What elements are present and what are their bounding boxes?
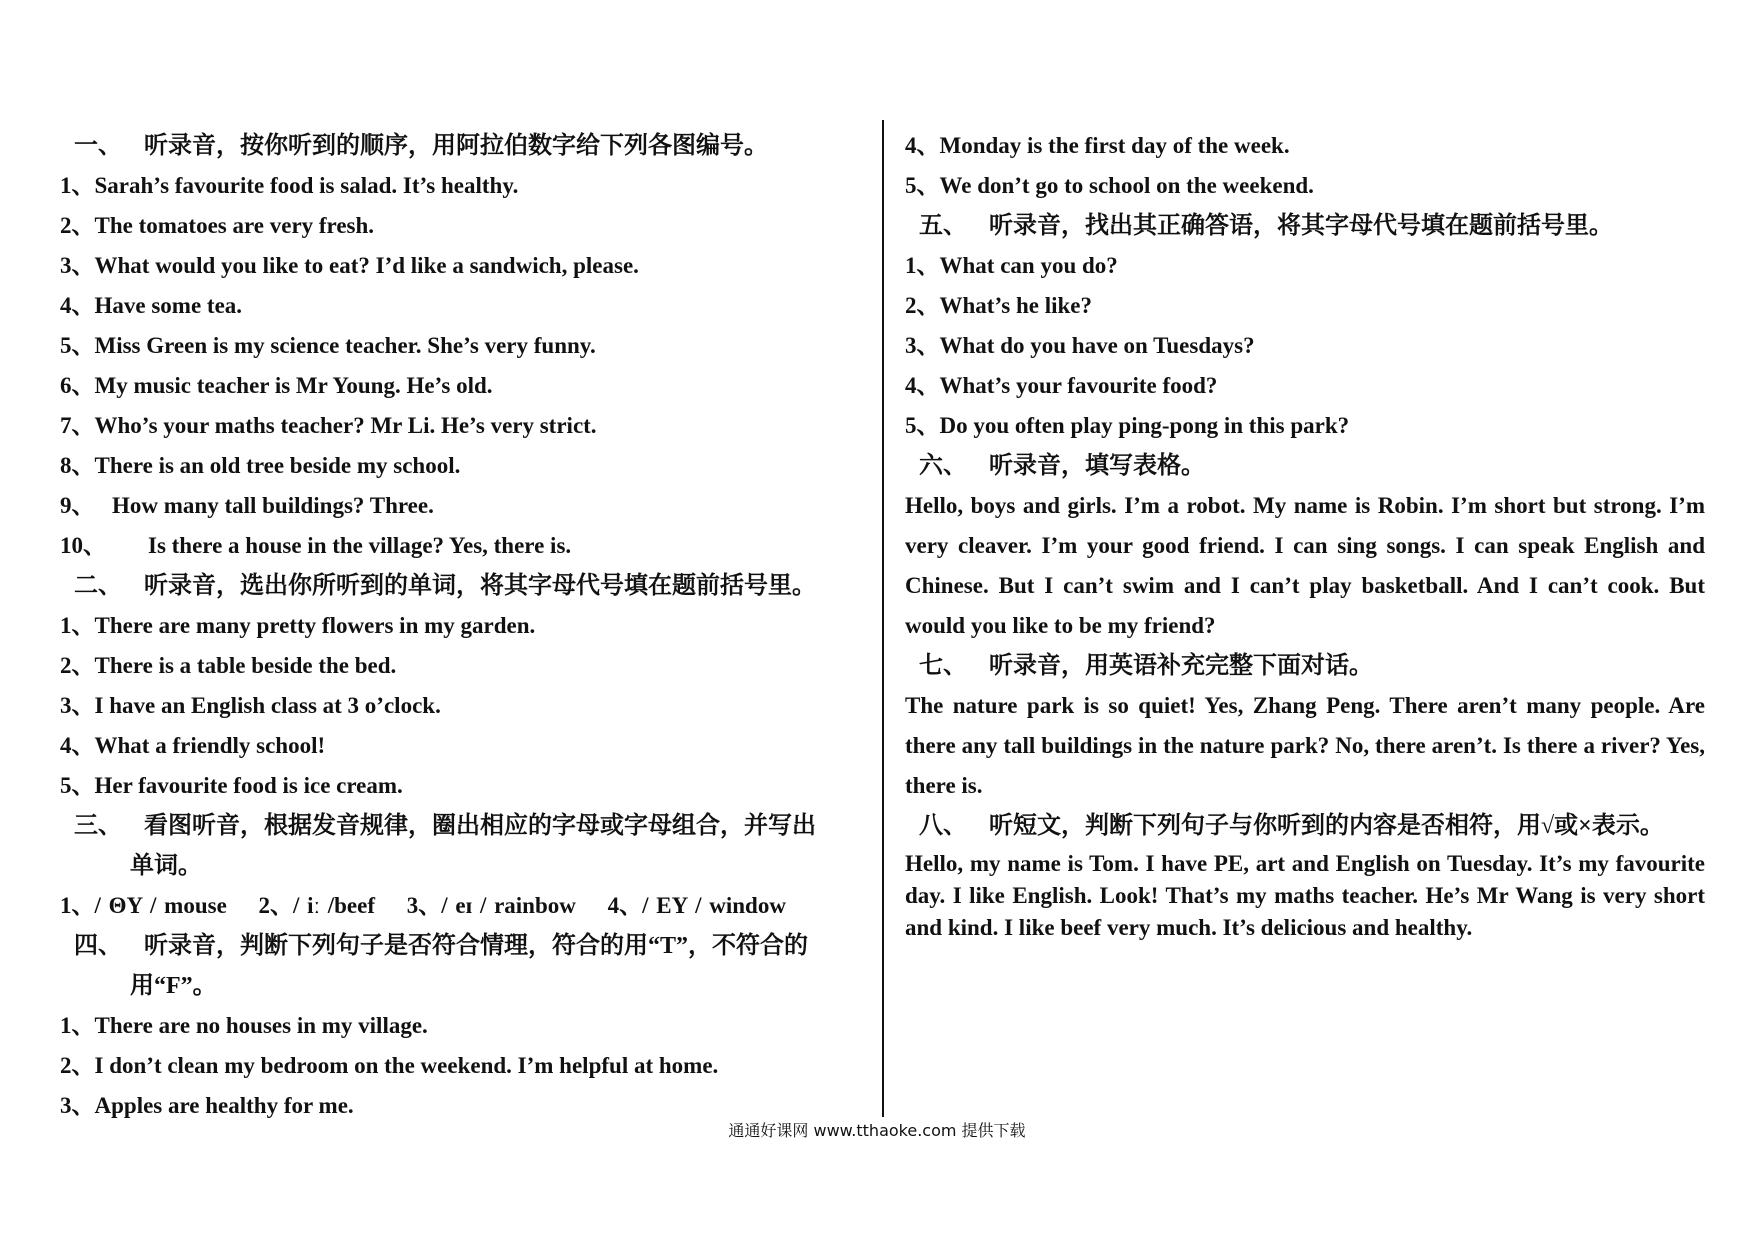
section-5-list	[905, 246, 1705, 446]
section-6-heading: 六、 听录音，填写表格。	[919, 453, 1205, 479]
list-item: 4、Have some tea.	[60, 293, 243, 318]
section-7-passage: The nature park is so quiet! Yes, Zhang Peng. There aren’t many people. Are there any tall buildings in the nature park? No, there aren’t. Is there a river? Yes, there is.	[905, 693, 1705, 798]
phonics-row	[60, 886, 860, 926]
section-2-list	[60, 606, 860, 806]
right-column	[905, 126, 1705, 944]
list-item: 5、Her favourite food is ice cream.	[60, 773, 403, 798]
footer-source: 通通好课网 www.tthaoke.com 提供下载	[728, 1121, 1026, 1140]
section-1-heading: 一、 听录音，按你听到的顺序，用阿拉伯数字给下列各图编号。	[74, 133, 768, 159]
list-item: 2、The tomatoes are very fresh.	[60, 213, 375, 238]
list-item: 5、Do you often play ping-pong in this park?	[905, 413, 1350, 438]
phonics-item: 2、/ iː /beef	[258, 893, 375, 918]
section-8-heading: 八、 听短文，判断下列句子与你听到的内容是否相符，用√或×表示。	[919, 813, 1664, 839]
section-8-passage: Hello, my name is Tom. I have PE, art and English on Tuesday. It’s my favourite day. I like English. Look! That’s my maths teacher. He’s Mr Wang is very short and kind. I like beef very much. It’s delicious and healthy.	[905, 851, 1705, 940]
section-7-heading: 七、 听录音，用英语补充完整下面对话。	[919, 653, 1373, 679]
list-item: 10、 Is there a house in the village? Yes, there is.	[60, 533, 572, 558]
list-item: 7、Who’s your maths teacher? Mr Li. He’s very strict.	[60, 413, 597, 438]
list-item: 8、There is an old tree beside my school.	[60, 453, 461, 478]
list-item: 2、What’s he like?	[905, 293, 1092, 318]
phonics-item: 3、/ eɪ / rainbow	[406, 893, 576, 918]
list-item: 3、I have an English class at 3 o’clock.	[60, 693, 441, 718]
phonics-item: 1、/ ΘY / mouse	[60, 893, 227, 918]
list-item: 2、I don’t clean my bedroom on the weekend. I’m helpful at home.	[60, 1053, 719, 1078]
list-item: 4、What a friendly school!	[60, 733, 326, 758]
section-1-list	[60, 166, 860, 566]
list-item: 3、What would you like to eat? I’d like a sandwich, please.	[60, 253, 639, 278]
list-item: 1、What can you do?	[905, 253, 1118, 278]
list-item: 5、We don’t go to school on the weekend.	[905, 173, 1314, 198]
phonics-item: 4、/ EY / window	[607, 893, 786, 918]
list-item: 4、What’s your favourite food?	[905, 373, 1218, 398]
list-item: 3、What do you have on Tuesdays?	[905, 333, 1255, 358]
list-item: 9、 How many tall buildings? Three.	[60, 493, 434, 518]
list-item: 4、Monday is the first day of the week.	[905, 133, 1290, 158]
section-5-heading: 五、 听录音，找出其正确答语，将其字母代号填在题前括号里。	[919, 213, 1613, 239]
list-item: 5、Miss Green is my science teacher. She’s very funny.	[60, 333, 596, 358]
section-4-heading: 四、 听录音，判断下列句子是否符合情理，符合的用“T”，不符合的 用“F”。	[74, 933, 809, 999]
list-item: 1、There are many pretty flowers in my garden.	[60, 613, 536, 638]
section-4-continued-list	[905, 126, 1705, 206]
column-divider	[882, 120, 884, 1117]
list-item: 6、My music teacher is Mr Young. He’s old.	[60, 373, 493, 398]
section-6-passage: Hello, boys and girls. I’m a robot. My name is Robin. I’m short but strong. I’m very cleaver. I’m your good friend. I can sing songs. I can speak English and Chinese. But I can’t swim and I can’t play basketball. And I can’t cook. But would you like to be my friend?	[905, 493, 1705, 638]
list-item: 3、Apples are healthy for me.	[60, 1093, 354, 1118]
list-item: 1、Sarah’s favourite food is salad. It’s healthy.	[60, 173, 519, 198]
list-item: 2、There is a table beside the bed.	[60, 653, 397, 678]
left-column	[60, 126, 860, 1126]
section-3-heading: 三、 看图听音，根据发音规律，圈出相应的字母或字母组合，并写出 单词。	[74, 813, 816, 879]
section-2-heading: 二、 听录音，选出你所听到的单词，将其字母代号填在题前括号里。	[74, 573, 816, 599]
section-4-list	[60, 1006, 860, 1126]
list-item: 1、There are no houses in my village.	[60, 1013, 428, 1038]
